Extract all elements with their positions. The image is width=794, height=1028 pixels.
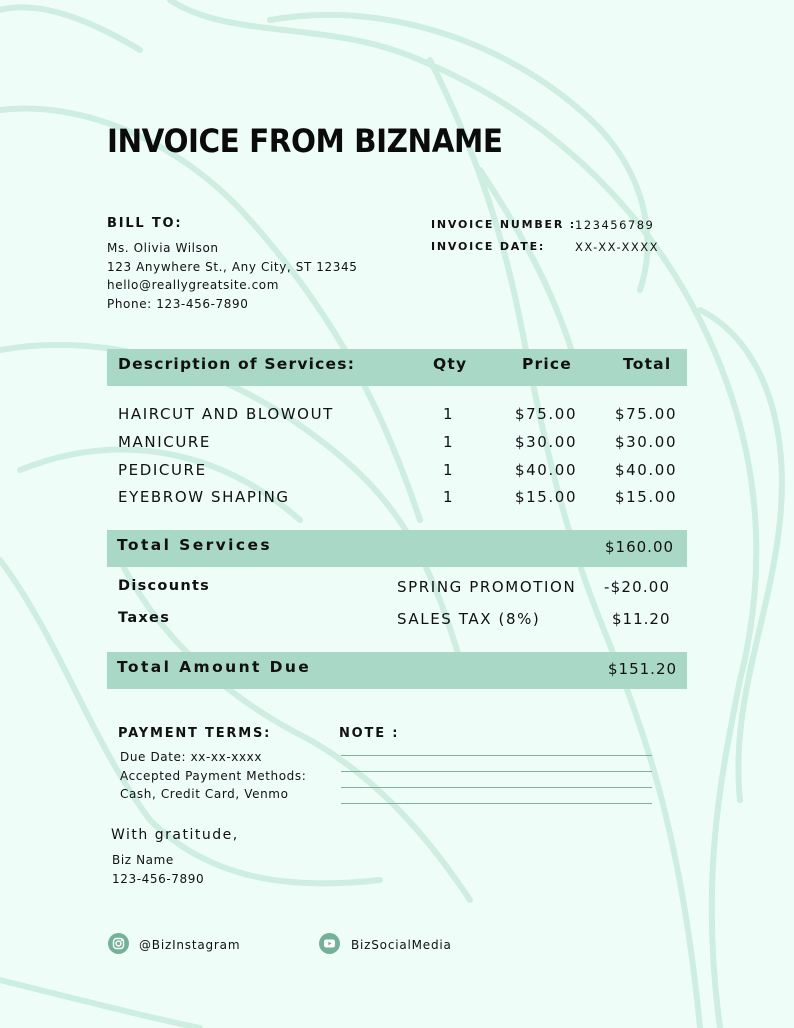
biz-name: Biz Name [112, 853, 174, 867]
client-address: 123 Anywhere St., Any City, ST 12345 [107, 259, 358, 274]
total-services-label: Total Services [117, 536, 273, 554]
invoice-number-label: INVOICE NUMBER : [431, 218, 576, 231]
payment-terms-block [120, 748, 306, 804]
row-4-qty: 1 [443, 488, 455, 506]
note-line [341, 787, 652, 788]
invoice-number-value: 123456789 [575, 218, 655, 232]
note-line [341, 771, 652, 772]
row-4-total: $15.00 [615, 488, 678, 506]
header-total: Total [623, 355, 672, 373]
row-1-qty: 1 [443, 405, 455, 423]
total-services-value: $160.00 [605, 538, 675, 556]
header-price: Price [522, 355, 573, 373]
taxes-label: Taxes [118, 610, 171, 626]
closing-gratitude: With gratitude, [111, 827, 239, 843]
client-email: hello@reallygreatsite.com [107, 278, 280, 292]
note-line [341, 803, 652, 804]
invoice-date-label: INVOICE DATE: [431, 240, 546, 253]
due-date: Due Date: xx-xx-xxxx [120, 750, 263, 764]
row-4-price: $15.00 [515, 488, 578, 506]
client-name: Ms. Olivia Wilson [107, 241, 219, 255]
biz-phone: 123-456-7890 [112, 871, 205, 886]
bill-to-block [107, 239, 358, 313]
row-1-price: $75.00 [515, 405, 578, 423]
invoice-title: INVOICE FROM BIZNAME [107, 122, 503, 160]
row-2-description: MANICURE [118, 433, 212, 451]
row-1-total: $75.00 [615, 405, 678, 423]
discounts-description: SPRING PROMOTION [397, 578, 577, 596]
amount-due-label: Total Amount Due [117, 658, 312, 676]
invoice-date-value: XX-XX-XXXX [575, 240, 660, 254]
row-2-total: $30.00 [615, 433, 678, 451]
row-2-price: $30.00 [515, 433, 578, 451]
payment-terms-label: PAYMENT TERMS: [118, 726, 272, 741]
discounts-label: Discounts [118, 578, 211, 594]
note-line [341, 755, 652, 756]
instagram-handle[interactable]: @BizInstagram [139, 938, 241, 952]
discounts-value: -$20.00 [604, 578, 671, 596]
youtube-handle[interactable]: BizSocialMedia [351, 938, 452, 952]
bill-to-label: BILL TO: [107, 216, 183, 231]
amount-due-value: $151.20 [608, 660, 678, 678]
row-2-qty: 1 [443, 433, 455, 451]
instagram-icon[interactable] [108, 933, 129, 954]
row-3-price: $40.00 [515, 461, 578, 479]
header-qty: Qty [433, 355, 468, 373]
closing-block [112, 851, 204, 888]
payment-methods: Cash, Credit Card, Venmo [120, 787, 289, 801]
taxes-description: SALES TAX (8%) [397, 610, 541, 628]
note-label: NOTE : [339, 726, 400, 741]
payment-methods-label: Accepted Payment Methods: [120, 768, 307, 783]
row-3-qty: 1 [443, 461, 455, 479]
row-3-total: $40.00 [615, 461, 678, 479]
client-phone: Phone: 123-456-7890 [107, 296, 249, 311]
row-4-description: EYEBROW SHAPING [118, 488, 290, 506]
row-3-description: PEDICURE [118, 461, 207, 479]
youtube-icon[interactable] [319, 933, 340, 954]
row-1-description: HAIRCUT AND BLOWOUT [118, 405, 334, 423]
taxes-value: $11.20 [612, 610, 671, 628]
header-description: Description of Services: [118, 355, 356, 373]
